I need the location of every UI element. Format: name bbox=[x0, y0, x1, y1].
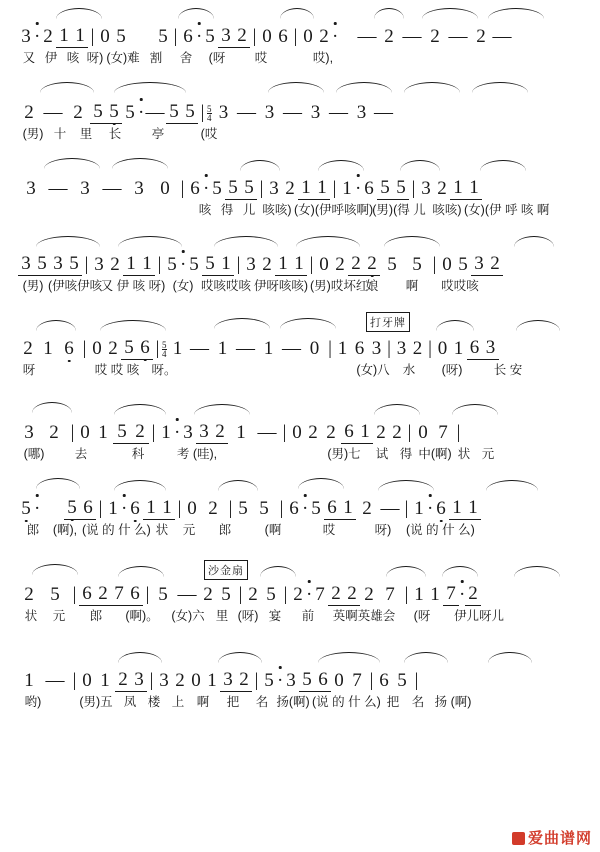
music-system bbox=[18, 242, 582, 318]
system-3-notation bbox=[18, 166, 582, 200]
music-system bbox=[18, 90, 582, 166]
system-5-notation bbox=[18, 326, 582, 360]
notation-row: 5 · 5 6 | 1 · 6 1 1 | 0 2 | 5 5 | 6 · 5 6 1 2 — | 1 · 6 1 1 bbox=[18, 486, 582, 520]
system-1-notation bbox=[18, 14, 582, 48]
music-system bbox=[18, 317, 582, 410]
system-2-notation bbox=[18, 90, 582, 124]
system-6-notation bbox=[18, 410, 582, 444]
music-system bbox=[18, 565, 582, 658]
system-8-notation bbox=[18, 572, 582, 606]
music-sheet-page bbox=[0, 14, 600, 852]
system-6-lyrics: (哪) 去 科 考 (哇), (男)七 试 得 中(啊) 状 元 bbox=[23, 447, 495, 461]
watermark-logo-icon bbox=[512, 832, 525, 845]
notation-row: 3 · 2 1 1 | 0 5 5 | 6 · 5 3 2 | 0 6 | 0 2 · — 2 — 2 — 2 — bbox=[18, 14, 582, 48]
notation-row: 2 5 | 6 2 7 6 | 5 — 2 5 | 2 5 | 2 · 7 2 2 2 7 | 1 1 7 · 2 bbox=[18, 572, 582, 606]
system-9-notation bbox=[18, 658, 582, 692]
music-system bbox=[18, 658, 582, 734]
system-1-lyrics: 又 伊 咳 呀) (女)难 割 舍 (呀 哎 哎), bbox=[22, 51, 334, 65]
music-system bbox=[18, 166, 582, 242]
system-5-lyrics: 呀 哎 哎 咳 呀。 (女)八 水 (呀) 长 安 bbox=[22, 363, 523, 377]
system-2-lyrics: (男) 十 里 长 亭 (哎 bbox=[22, 127, 218, 141]
watermark-text: 爱曲谱网 bbox=[527, 830, 592, 847]
notation-row: 1 — | 0 1 2 3 | 3 2 0 1 3 2 | 5 · 3 5 6 0 7 | 6 5 | bbox=[18, 658, 582, 692]
music-system bbox=[18, 410, 582, 486]
system-4-notation bbox=[18, 242, 582, 276]
section-marker-dayapai: 打牙牌 bbox=[366, 312, 410, 332]
notation-row: 2 — 2 5 5 5 · — 5 5 | 5 4 3 — 3 — 3 — 3 — bbox=[18, 90, 582, 124]
music-system bbox=[18, 14, 582, 90]
system-8-lyrics: 状 元 郎 (啊)。 (女)六 里 (呀) 宴 前 英啊英雄会 (呀 伊儿呀儿 bbox=[24, 609, 504, 623]
system-3-lyrics: 咳 得 儿 咳咳) (女)(伊呼咳啊) (男)(得 儿 咳咳) (女)(伊 呼 咳 啊 bbox=[198, 203, 550, 217]
notation-row: 3 — 3 — 3 0 | 6 · 5 5 5 | 3 2 1 1 | 1 · 6 5 5 | 3 2 1 1 bbox=[18, 166, 582, 200]
music-system bbox=[18, 486, 582, 562]
system-7-lyrics: 郎 (啊), (说 的 什 么) 状 元 郎 (啊 哎 呀) (说 的 什 么) bbox=[26, 523, 475, 537]
notation-row: 2 1 6 | 0 2 5 6 | 5 4 1 — 1 — 1 — 0 | 1 6 3 | 3 2 | 0 1 6 3 bbox=[18, 326, 582, 360]
notation-row: 3 5 3 5 | 3 2 1 1 | 5 · 5 5 1 | 3 2 1 1 | 0 2 2 2 5 5 | 0 5 3 2 bbox=[18, 242, 582, 276]
notation-row: 3 2 | 0 1 5 2 | 1 · 3 3 2 1 — | 0 2 2 6 1 2 2 | 0 7 | bbox=[18, 410, 582, 444]
system-4-lyrics: (男) (伊咳伊咳 又 伊 咳 呀) (女) 哎咳哎咳 伊呀咳咳) (男)哎坏红 娘 啊 哎哎咳 bbox=[22, 279, 479, 293]
system-7-notation bbox=[18, 486, 582, 520]
section-marker-shajinshan: 沙金扇 bbox=[204, 560, 248, 580]
system-9-lyrics: 哟) (男)五 凤 楼 上 啊 把 名 扬(啊) (说 的 什 么) 把 名 扬 (啊) bbox=[24, 695, 472, 709]
